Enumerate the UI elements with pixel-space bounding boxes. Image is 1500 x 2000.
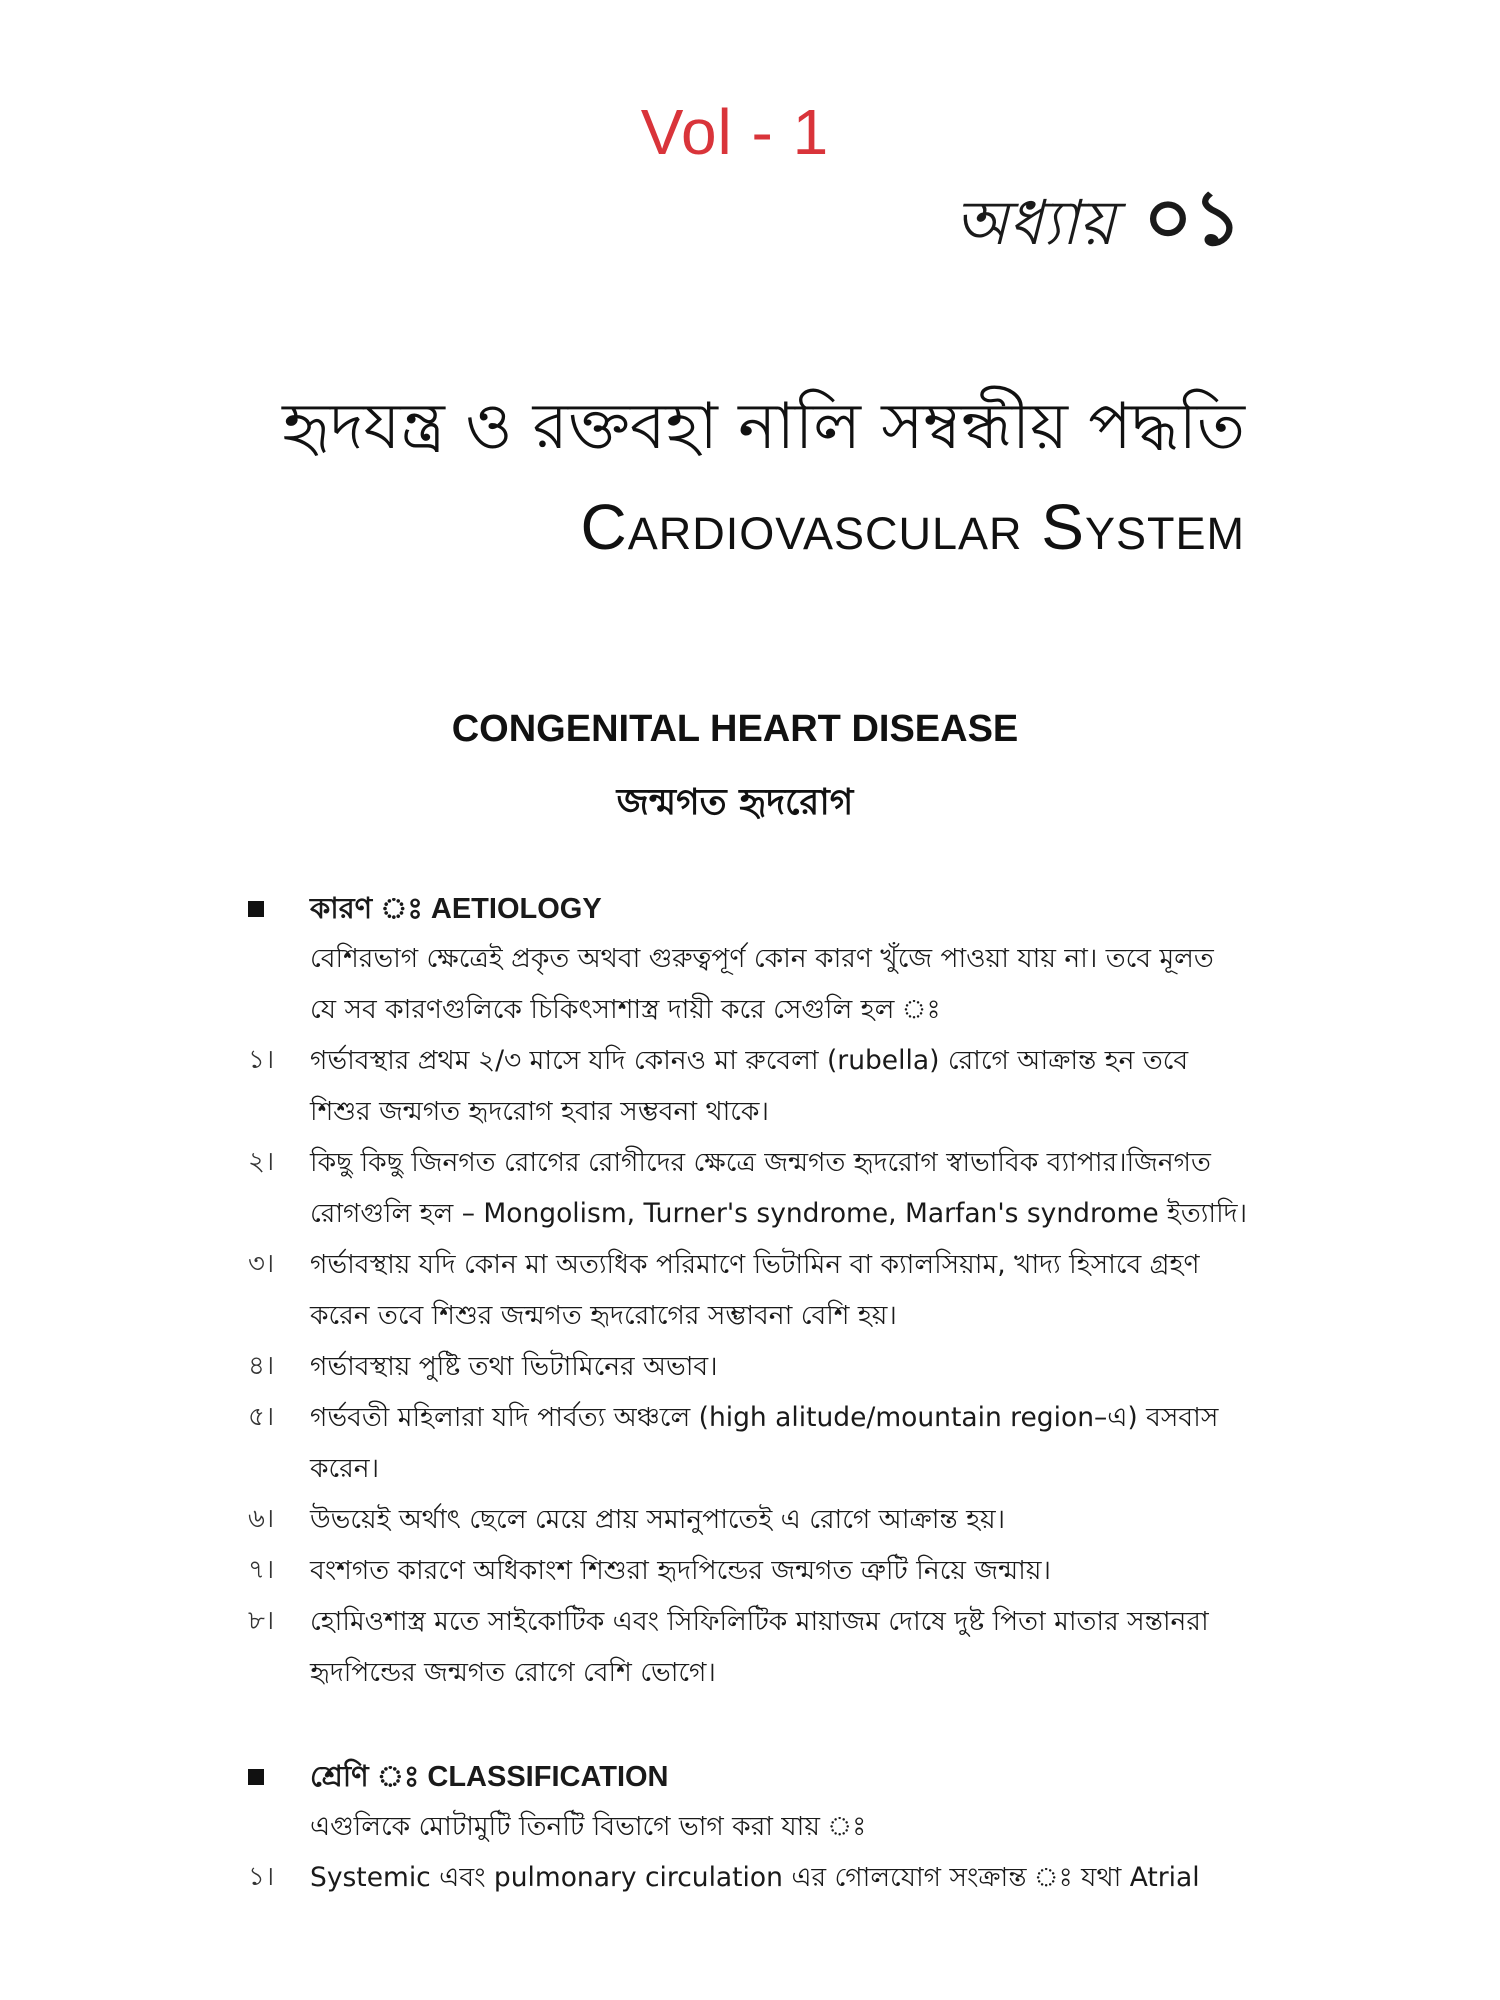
list-item — [248, 1596, 1248, 1698]
section-subheading: জন্মগত হৃদরোগ — [616, 782, 854, 823]
chapter-title-bengali: হৃদযন্ত্র ও রক্তবহা নালি সম্বন্ধীয় পদ্ধতি — [282, 390, 1245, 464]
classification-heading-row — [248, 1753, 1248, 1801]
list-item-number: ৬। — [248, 1504, 275, 1534]
chapter-number: ০১ — [1143, 173, 1242, 262]
square-bullet-icon — [248, 901, 264, 917]
classification-intro: এগুলিকে মোটামুটি তিনটি বিভাগে ভাগ করা যায় ঃ — [310, 1811, 867, 1842]
list-item-number: ৩। — [248, 1249, 275, 1279]
list-item-text: গর্ভাবস্থায় পুষ্টি তথা ভিটামিনের অভাব। — [310, 1351, 718, 1382]
list-item — [248, 1545, 1248, 1596]
square-bullet-icon — [248, 1769, 264, 1785]
list-item-text: গর্ভাবস্থায় যদি কোন মা অত্যধিক পরিমাণে ভিটামিন বা ক্যালসিয়াম, খাদ্য হিসাবে গ্রহণ করেন তবে শিশুর জন্মগত হৃদরোগের সম্ভাবনা বেশি হয়। — [310, 1249, 1200, 1331]
aetiology-heading: কারণ ঃ AETIOLOGY — [310, 893, 602, 925]
list-item — [248, 1494, 1248, 1545]
list-item-text: গর্ভাবস্থার প্রথম ২/৩ মাসে যদি কোনও মা রুবেলা (rubella) রোগে আক্রান্ত হন তবে শিশুর জন্মগত হৃদরোগ হবার সম্ভবনা থাকে। — [310, 1045, 1189, 1127]
list-item-text: Systemic এবং pulmonary circulation এর গোলযোগ সংক্রান্ত ঃ যথা Atrial — [310, 1862, 1200, 1893]
aetiology-heading-row — [248, 885, 1248, 933]
list-item — [248, 1035, 1248, 1137]
list-item-number: ২। — [248, 1147, 275, 1177]
list-item — [248, 1392, 1248, 1494]
volume-label: Vol - 1 — [640, 96, 830, 168]
list-item-text: হোমিওশাস্ত্র মতে সাইকোটিক এবং সিফিলিটিক মায়াজম দোষে দুষ্ট পিতা মাতার সন্তানরা হৃদপিন্ডের জন্মগত রোগে বেশি ভোগে। — [310, 1606, 1209, 1688]
list-item-text: উভয়েই অর্থাৎ ছেলে মেয়ে প্রায় সমানুপাতেই এ রোগে আক্রান্ত হয়। — [310, 1504, 1006, 1535]
list-item-number: ৫। — [248, 1402, 275, 1432]
list-item-text: গর্ভবতী মহিলারা যদি পার্বত্য অঞ্চলে (high alitude/mountain region–এ) বসবাস করেন। — [310, 1402, 1219, 1484]
list-item — [248, 1239, 1248, 1341]
page-content — [248, 885, 1248, 1903]
classification-heading: শ্রেণি ঃ CLASSIFICATION — [310, 1761, 669, 1793]
list-item — [248, 1137, 1248, 1239]
chapter-word: অধ্যায় — [954, 186, 1116, 259]
list-item-text: কিছু কিছু জিনগত রোগের রোগীদের ক্ষেত্রে জন্মগত হৃদরোগ স্বাভাবিক ব্যাপার।জিনগত রোগগুলি হল – Mongolism, Turner's syndrome, Marfan's syndrome ইত্যাদি। — [310, 1147, 1248, 1229]
chapter-label — [954, 160, 1242, 287]
list-item-number: ৪। — [248, 1351, 275, 1381]
chapter-title-english: Cardiovascular System — [580, 491, 1245, 563]
list-item — [248, 1341, 1248, 1392]
list-item-number: ১। — [248, 1045, 275, 1075]
list-item-text: বংশগত কারণে অধিকাংশ শিশুরা হৃদপিন্ডের জন্মগত ত্রুটি নিয়ে জন্মায়। — [310, 1555, 1051, 1586]
list-item-number: ৭। — [248, 1555, 275, 1585]
section-spacer — [248, 1698, 1248, 1753]
list-item — [248, 1852, 1248, 1903]
aetiology-intro: বেশিরভাগ ক্ষেত্রেই প্রকৃত অথবা গুরুত্বপূর্ণ কোন কারণ খুঁজে পাওয়া যায় না। তবে মূলত যে সব কারণগুলিকে চিকিৎসাশাস্ত্র দায়ী করে সেগুলি হল ঃ — [310, 943, 1214, 1025]
list-item-number: ৮। — [248, 1606, 275, 1636]
list-item-number: ১। — [248, 1862, 275, 1892]
section-heading: CONGENITAL HEART DISEASE — [451, 708, 1019, 750]
